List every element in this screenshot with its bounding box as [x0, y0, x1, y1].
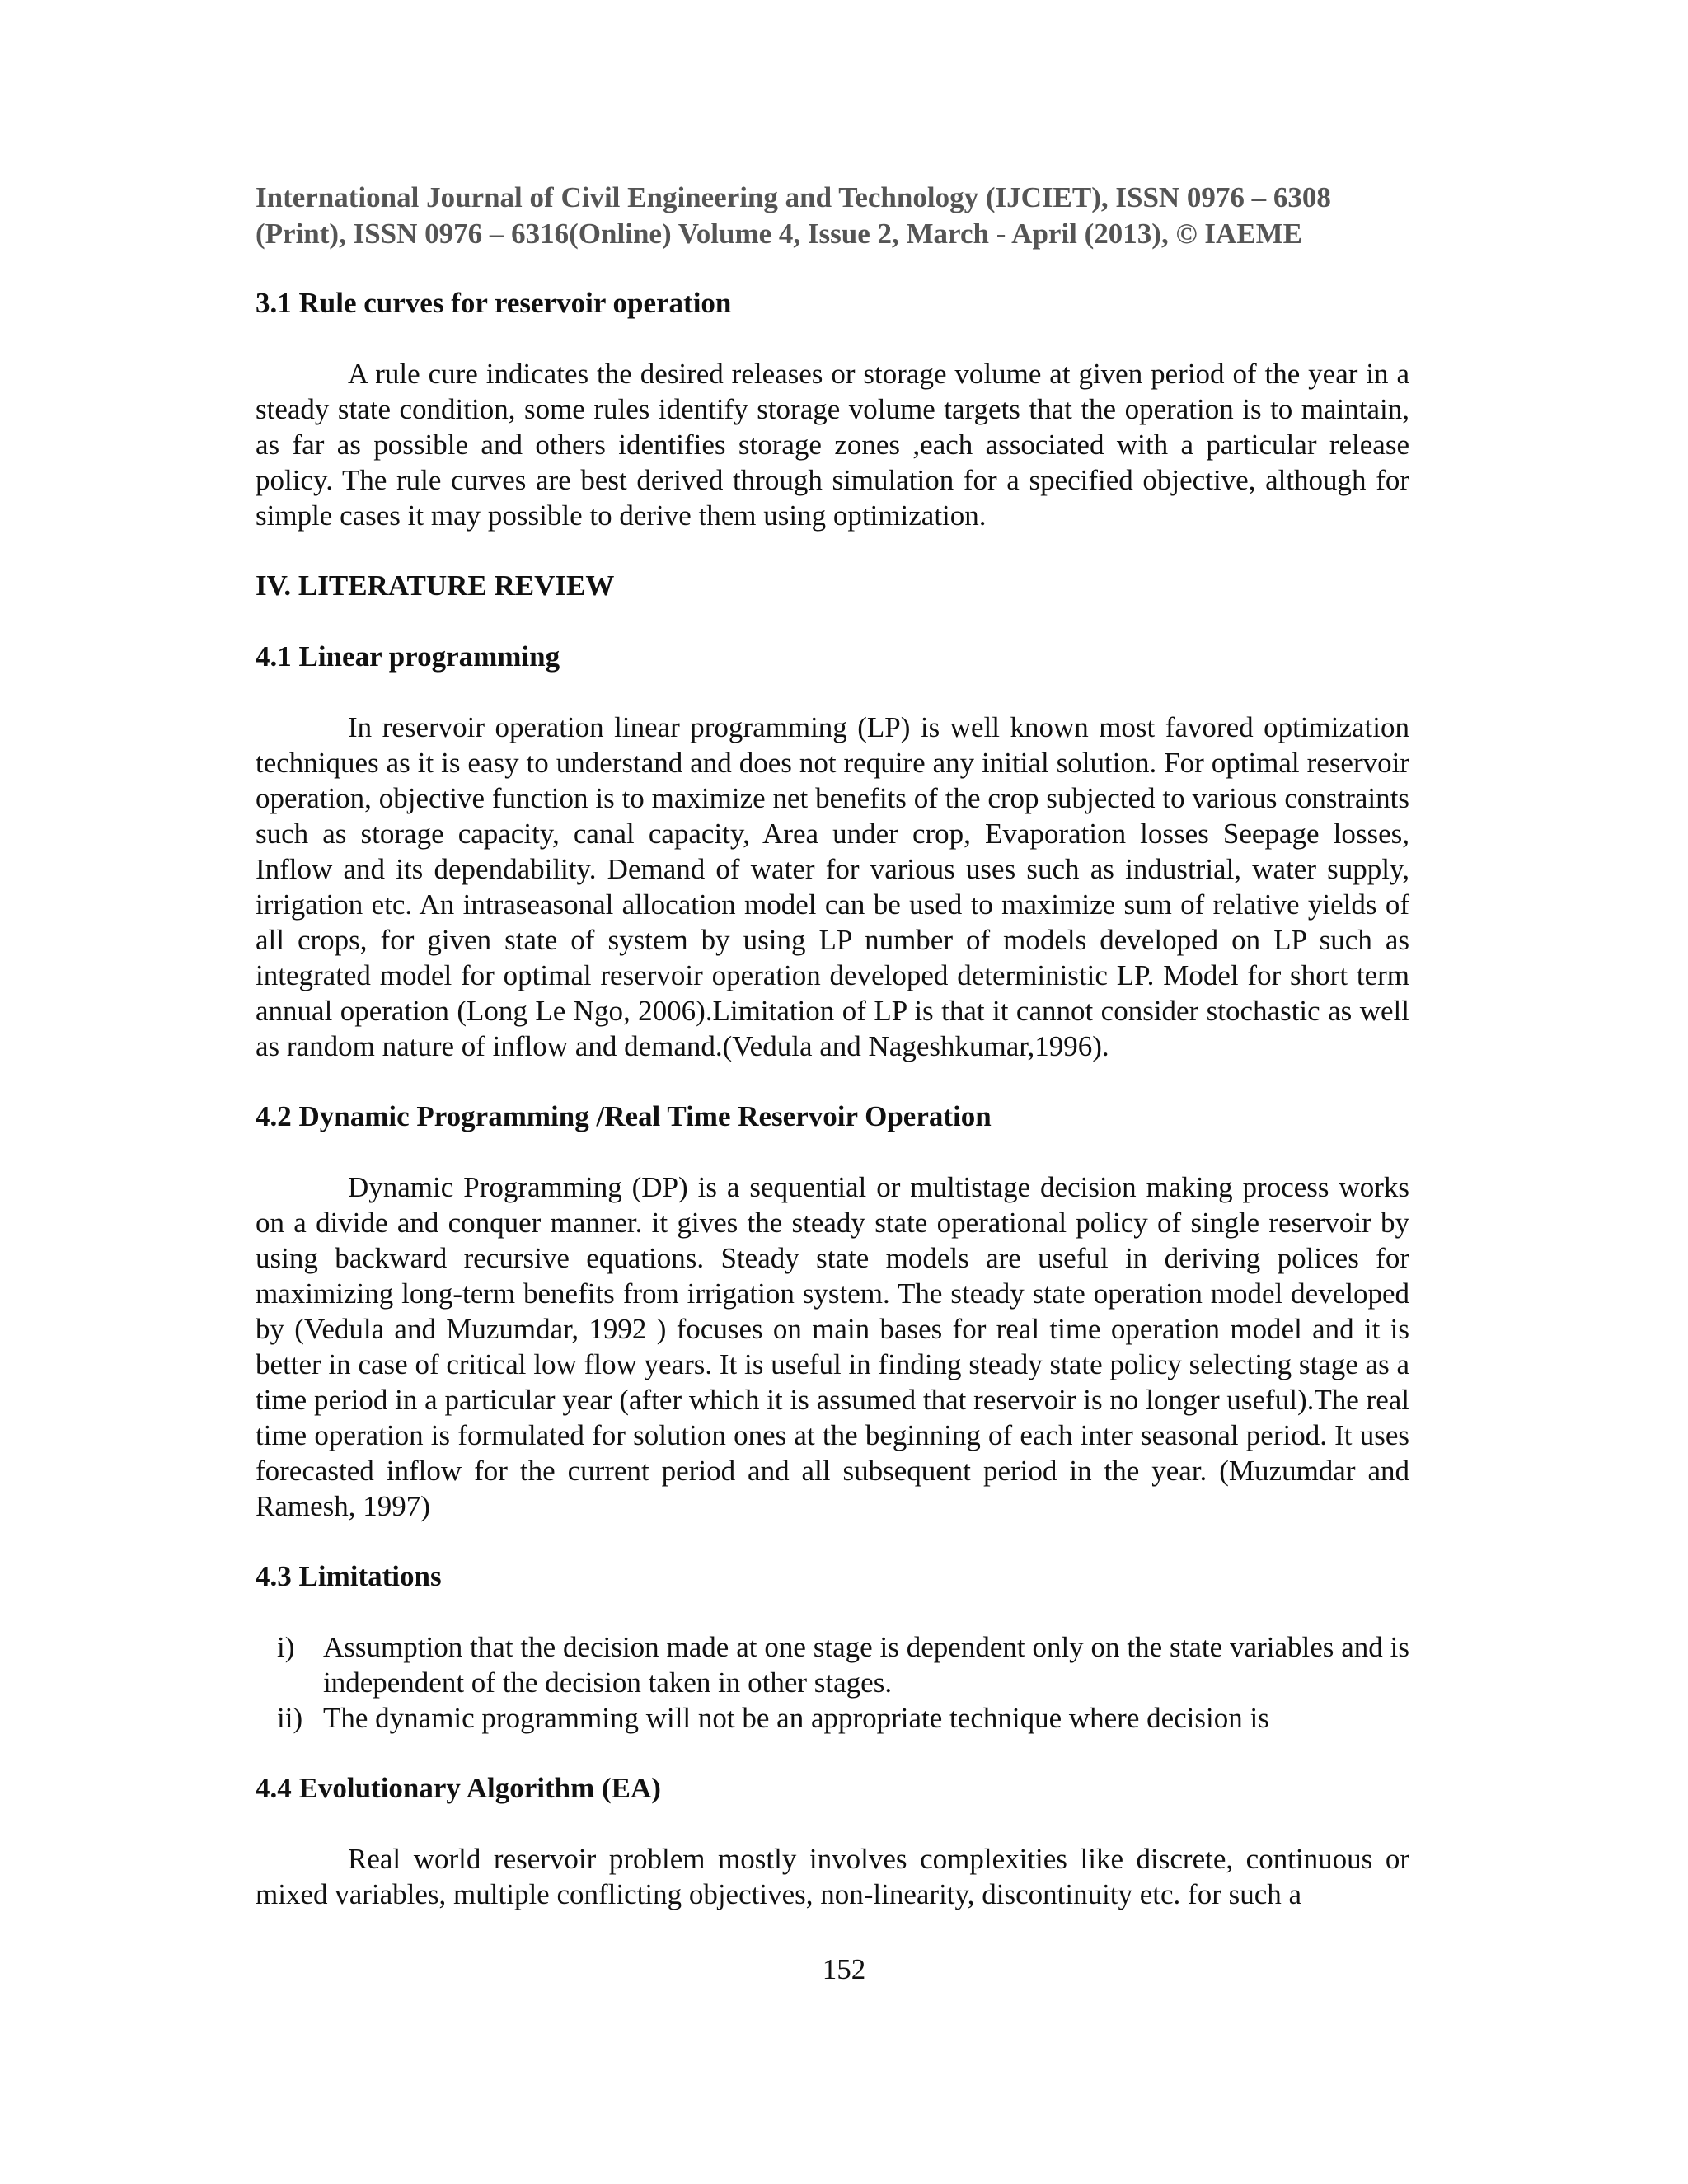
section-heading-3-1: 3.1 Rule curves for reservoir operation	[256, 287, 732, 319]
list-item-marker: ii)	[277, 1702, 303, 1734]
section-heading-4-2: 4.2 Dynamic Programming /Real Time Reservoir Operation	[256, 1100, 992, 1132]
section-heading-4-4: 4.4 Evolutionary Algorithm (EA)	[256, 1772, 661, 1804]
list-item-text: Assumption that the decision made at one stage is dependent only on the state variables and is independent of the decision taken in other stages.	[323, 1631, 1409, 1699]
section-heading-4-3: 4.3 Limitations	[256, 1560, 442, 1592]
list-item-marker: i)	[277, 1631, 295, 1663]
limitations-list	[256, 1629, 1409, 1736]
section-heading-literature-review: IV. LITERATURE REVIEW	[256, 569, 615, 602]
paper-page	[256, 180, 1409, 1947]
page-number: 152	[822, 1953, 866, 1985]
paragraph-linear-programming: In reservoir operation linear programming (LP) is well known most favored optimization techniques as it is easy to understand and does not require any initial solution. For optimal reservoir operation, objective function is to maximize net benefits of the crop subjected to various constraints such as storage capacity, canal capacity, Area under crop, Evaporation losses Seepage losses, Inflow and its dependability. Demand of water for various uses such as industrial, water supply, irrigation etc. An intraseasonal allocation model can be used to maximize sum of relative yields of all crops, for given state of system by using LP number of models developed on LP such as integrated model for optimal reservoir operation developed deterministic LP. Model for short term annual operation (Long Le Ngo, 2006).Limitation of LP is that it cannot consider stochastic as well as random nature of inflow and demand.(Vedula and Nageshkumar,1996).	[256, 711, 1409, 1062]
journal-header-line-2: (Print), ISSN 0976 – 6316(Online) Volume 4, Issue 2, March - April (2013), © IAEME	[256, 218, 1302, 250]
list-item	[256, 1629, 1409, 1700]
paragraph-rule-curves: A rule cure indicates the desired releases or storage volume at given period of the year in a steady state condition, some rules identify storage volume targets that the operation is to maintain, as far as possible and others identifies storage zones ,each associated with a particular release policy. The rule curves are best derived through simulation for a specified objective, although for simple cases it may possible to derive them using optimization.	[256, 358, 1409, 532]
section-heading-4-1: 4.1 Linear programming	[256, 640, 560, 673]
journal-header-line-1: International Journal of Civil Engineering and Technology (IJCIET), ISSN 0976 – 6308	[256, 181, 1331, 213]
paragraph-evolutionary-algorithm: Real world reservoir problem mostly involves complexities like discrete, continuous or mixed variables, multiple conflicting objectives, non-linearity, discontinuity etc. for such a	[256, 1843, 1409, 1910]
paragraph-dynamic-programming: Dynamic Programming (DP) is a sequential or multistage decision making process works on a divide and conquer manner. it gives the steady state operational policy of single reservoir by using backward recursive equations. Steady state models are useful in deriving polices for maximizing long-term benefits from irrigation system. The steady state operation model developed by (Vedula and Muzumdar, 1992 ) focuses on main bases for real time operation model and it is better in case of critical low flow years. It is useful in finding steady state policy selecting stage as a time period in a particular year (after which it is assumed that reservoir is no longer useful).The real time operation is formulated for solution ones at the beginning of each inter seasonal period. It uses forecasted inflow for the current period and all subsequent period in the year. (Muzumdar and Ramesh, 1997)	[256, 1171, 1409, 1522]
list-item	[256, 1700, 1409, 1736]
list-item-text: The dynamic programming will not be an appropriate technique where decision is	[323, 1702, 1269, 1734]
journal-header	[256, 180, 1409, 252]
